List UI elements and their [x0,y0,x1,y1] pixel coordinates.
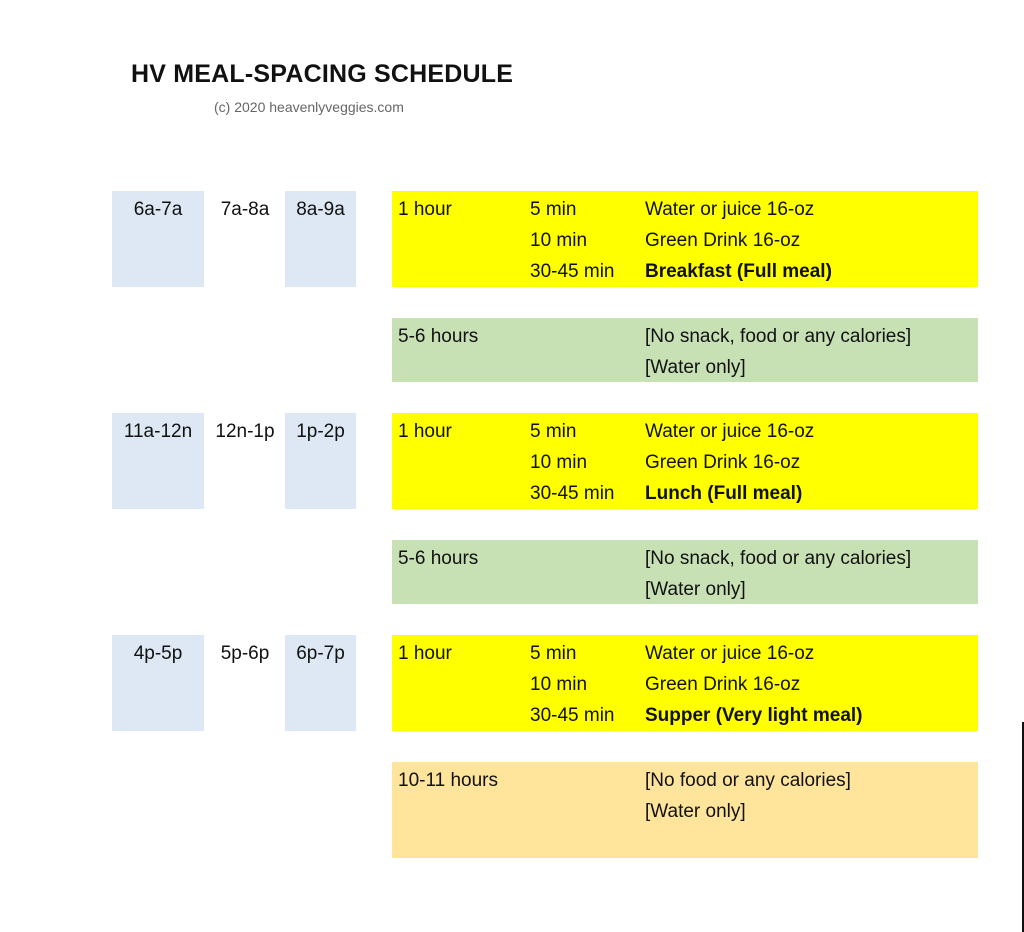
midday-time-slots [0,413,370,509]
morning-fast-rule: [No snack, food or any calories] [645,326,912,347]
time-slot-5p-6p: 5p-6p [220,643,270,664]
time-slot-12n-1p: 12n-1p [215,421,275,442]
lunch-green-drink-item: Green Drink 16-oz [645,452,801,473]
breakfast-green-drink-time: 10 min [530,230,588,251]
time-slot-6a-7a: 6a-7a [112,191,204,287]
overnight-fast-row [392,762,978,858]
lunch-meal-item: Lunch (Full meal) [645,483,803,504]
lunch-row [392,413,978,509]
overnight-fast-water-note: [Water only] [645,801,746,822]
breakfast-water-item: Water or juice 16-oz [645,199,815,220]
evening-time-slots [0,635,370,731]
time-slot-4p-5p: 4p-5p [112,635,204,731]
breakfast-meal-item: Breakfast (Full meal) [645,261,832,282]
supper-water-time: 5 min [530,643,577,664]
morning-fast-duration: 5-6 hours [398,326,479,347]
breakfast-duration: 1 hour [398,199,452,220]
supper-green-drink-item: Green Drink 16-oz [645,674,801,695]
morning-fast-water-note: [Water only] [645,357,746,378]
supper-water-item: Water or juice 16-oz [645,643,815,664]
afternoon-fast-row [392,540,978,604]
time-slot-11a-12n: 11a-12n [112,413,204,509]
breakfast-row [392,191,978,287]
afternoon-fast-rule: [No snack, food or any calories] [645,548,912,569]
supper-row [392,635,978,731]
morning-time-slots [0,191,370,287]
time-slot-7a-8a: 7a-8a [220,199,270,220]
breakfast-green-drink-item: Green Drink 16-oz [645,230,801,251]
schedule-title: HV MEAL-SPACING SCHEDULE [131,60,514,88]
lunch-meal-time: 30-45 min [530,483,615,504]
supper-meal-time: 30-45 min [530,705,615,726]
lunch-water-item: Water or juice 16-oz [645,421,815,442]
breakfast-water-time: 5 min [530,199,577,220]
overnight-fast-rule: [No food or any calories] [645,770,851,791]
copyright-notice: (c) 2020 heavenlyveggies.com [214,99,404,115]
time-slot-8a-9a: 8a-9a [285,191,356,287]
lunch-water-time: 5 min [530,421,577,442]
supper-meal-item: Supper (Very light meal) [645,705,863,726]
afternoon-fast-water-note: [Water only] [645,579,746,600]
breakfast-meal-time: 30-45 min [530,261,615,282]
time-slot-6p-7p: 6p-7p [285,635,356,731]
afternoon-fast-duration: 5-6 hours [398,548,479,569]
time-slot-1p-2p: 1p-2p [285,413,356,509]
supper-green-drink-time: 10 min [530,674,588,695]
supper-duration: 1 hour [398,643,452,664]
lunch-green-drink-time: 10 min [530,452,588,473]
morning-fast-row [392,318,978,382]
lunch-duration: 1 hour [398,421,452,442]
overnight-fast-duration: 10-11 hours [398,770,498,791]
